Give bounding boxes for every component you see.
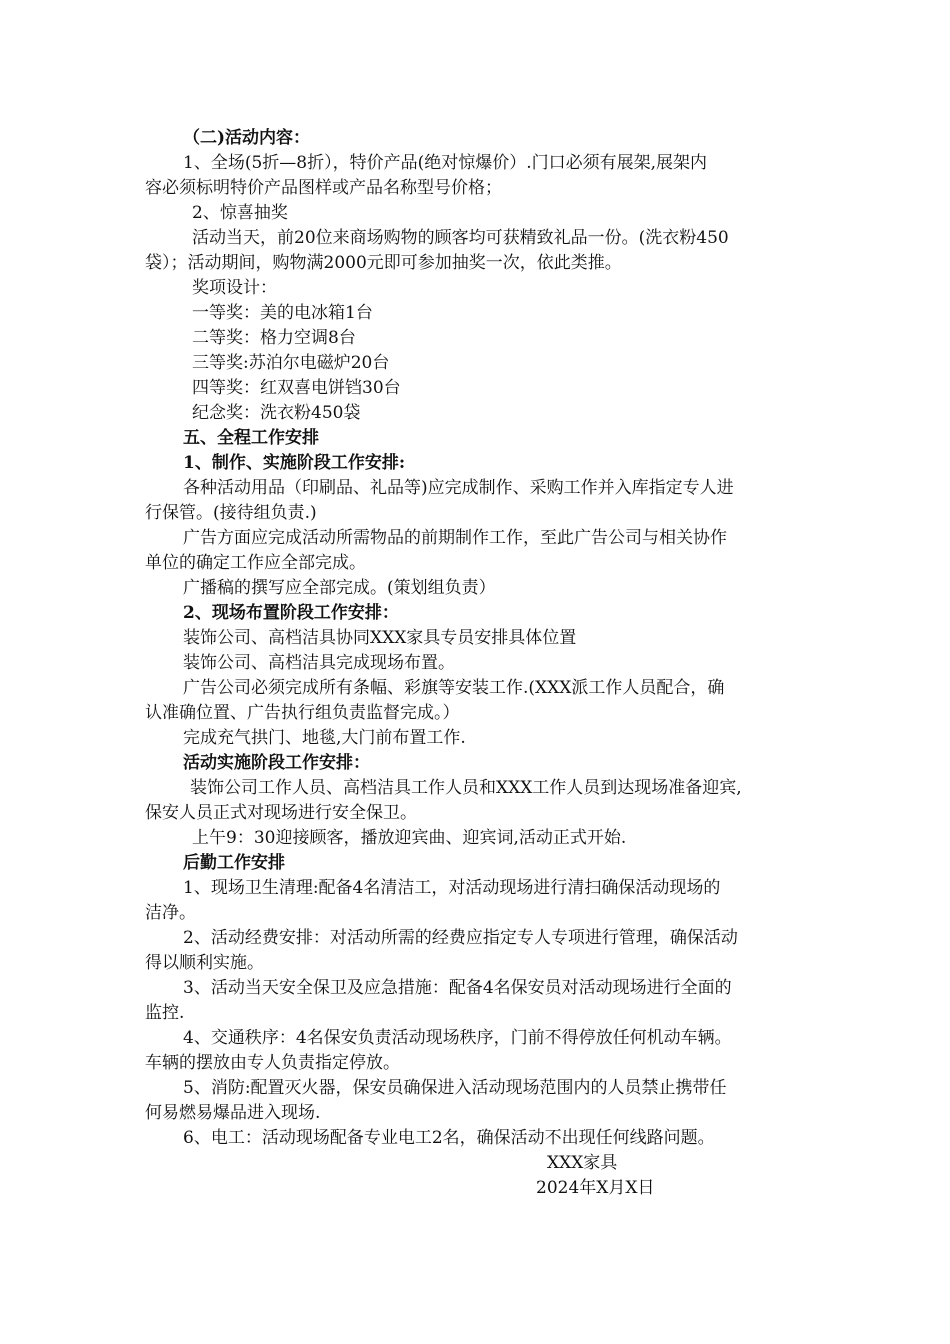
paragraph-line: 广告方面应完成活动所需物品的前期制作工作，至此广告公司与相关协作 xyxy=(183,528,727,548)
signature-date: 2024年X月X日 xyxy=(536,1178,655,1198)
prize-line: 二等奖：格力空调8台 xyxy=(192,328,356,348)
paragraph-line: 保安人员正式对现场进行安全保卫。 xyxy=(145,803,417,823)
paragraph-line: 各种活动用品（印刷品、礼品等)应完成制作、采购工作并入库指定专人进 xyxy=(183,478,734,498)
section-heading: 五、全程工作安排 xyxy=(183,428,319,448)
paragraph-line: 得以顺利实施。 xyxy=(145,953,264,973)
signature-company: XXX家具 xyxy=(547,1153,618,1173)
paragraph-line: 何易燃易爆品进入现场. xyxy=(145,1103,321,1123)
subsection-heading: 2、现场布置阶段工作安排： xyxy=(183,603,399,623)
paragraph-line: 广告公司必须完成所有条幅、彩旗等安装工作.(XXX派工作人员配合，确 xyxy=(183,678,725,698)
paragraph-line: 活动当天，前20位来商场购物的顾客均可获精致礼品一份。(洗衣粉450 xyxy=(192,228,729,248)
section-heading: （二)活动内容： xyxy=(183,128,311,148)
paragraph-line: 车辆的摆放由专人负责指定停放。 xyxy=(145,1053,400,1073)
paragraph-line: 行保管。(接待组负责.) xyxy=(145,503,317,523)
paragraph-line: 奖项设计： xyxy=(192,278,277,298)
paragraph-line: 上午9：30迎接顾客，播放迎宾曲、迎宾词,活动正式开始. xyxy=(192,828,627,848)
paragraph-line: 3、活动当天安全保卫及应急措施：配备4名保安员对活动现场进行全面的 xyxy=(183,978,732,998)
paragraph-line: 完成充气拱门、地毯,大门前布置工作. xyxy=(183,728,466,748)
paragraph-line: 6、电工：活动现场配备专业电工2名，确保活动不出现任何线路问题。 xyxy=(183,1128,715,1148)
paragraph-line: 4、交通秩序：4名保安负责活动现场秩序，门前不得停放任何机动车辆。 xyxy=(183,1028,732,1048)
paragraph-line: 2、惊喜抽奖 xyxy=(192,203,288,223)
paragraph-line: 袋）；活动期间，购物满2000元即可参加抽奖一次，依此类推。 xyxy=(145,253,622,273)
paragraph-line: 洁净。 xyxy=(145,903,196,923)
paragraph-line: 5、消防:配置灭火器，保安员确保进入活动现场范围内的人员禁止携带任 xyxy=(183,1078,727,1098)
paragraph-line: 容必须标明特价产品图样或产品名称型号价格； xyxy=(145,178,502,198)
paragraph-line: 装饰公司、高档洁具协同XXX家具专员安排具体位置 xyxy=(183,628,577,648)
paragraph-line: 1、全场(5折—8折），特价产品(绝对惊爆价）.门口必须有展架,展架内 xyxy=(183,153,708,173)
prize-line: 纪念奖：洗衣粉450袋 xyxy=(192,403,361,423)
subsection-heading: 后勤工作安排 xyxy=(183,853,285,873)
subsection-heading: 1、制作、实施阶段工作安排: xyxy=(183,453,406,473)
prize-line: 三等奖:苏泊尔电磁炉20台 xyxy=(192,353,390,373)
subsection-heading: 活动实施阶段工作安排： xyxy=(183,753,370,773)
paragraph-line: 装饰公司、高档洁具完成现场布置。 xyxy=(183,653,455,673)
paragraph-line: 2、活动经费安排：对活动所需的经费应指定专人专项进行管理，确保活动 xyxy=(183,928,738,948)
paragraph-line: 单位的确定工作应全部完成。 xyxy=(145,553,366,573)
paragraph-line: 监控. xyxy=(145,1003,185,1023)
paragraph-line: 认准确位置、广告执行组负责监督完成。） xyxy=(145,703,460,723)
prize-line: 四等奖：红双喜电饼铛30台 xyxy=(192,378,401,398)
paragraph-line: 装饰公司工作人员、高档洁具工作人员和XXX工作人员到达现场准备迎宾, xyxy=(190,778,742,798)
paragraph-line: 广播稿的撰写应全部完成。(策划组负责） xyxy=(183,578,496,598)
prize-line: 一等奖：美的电冰箱1台 xyxy=(192,303,373,323)
paragraph-line: 1、现场卫生清理:配备4名清洁工，对活动现场进行清扫确保活动现场的 xyxy=(183,878,721,898)
